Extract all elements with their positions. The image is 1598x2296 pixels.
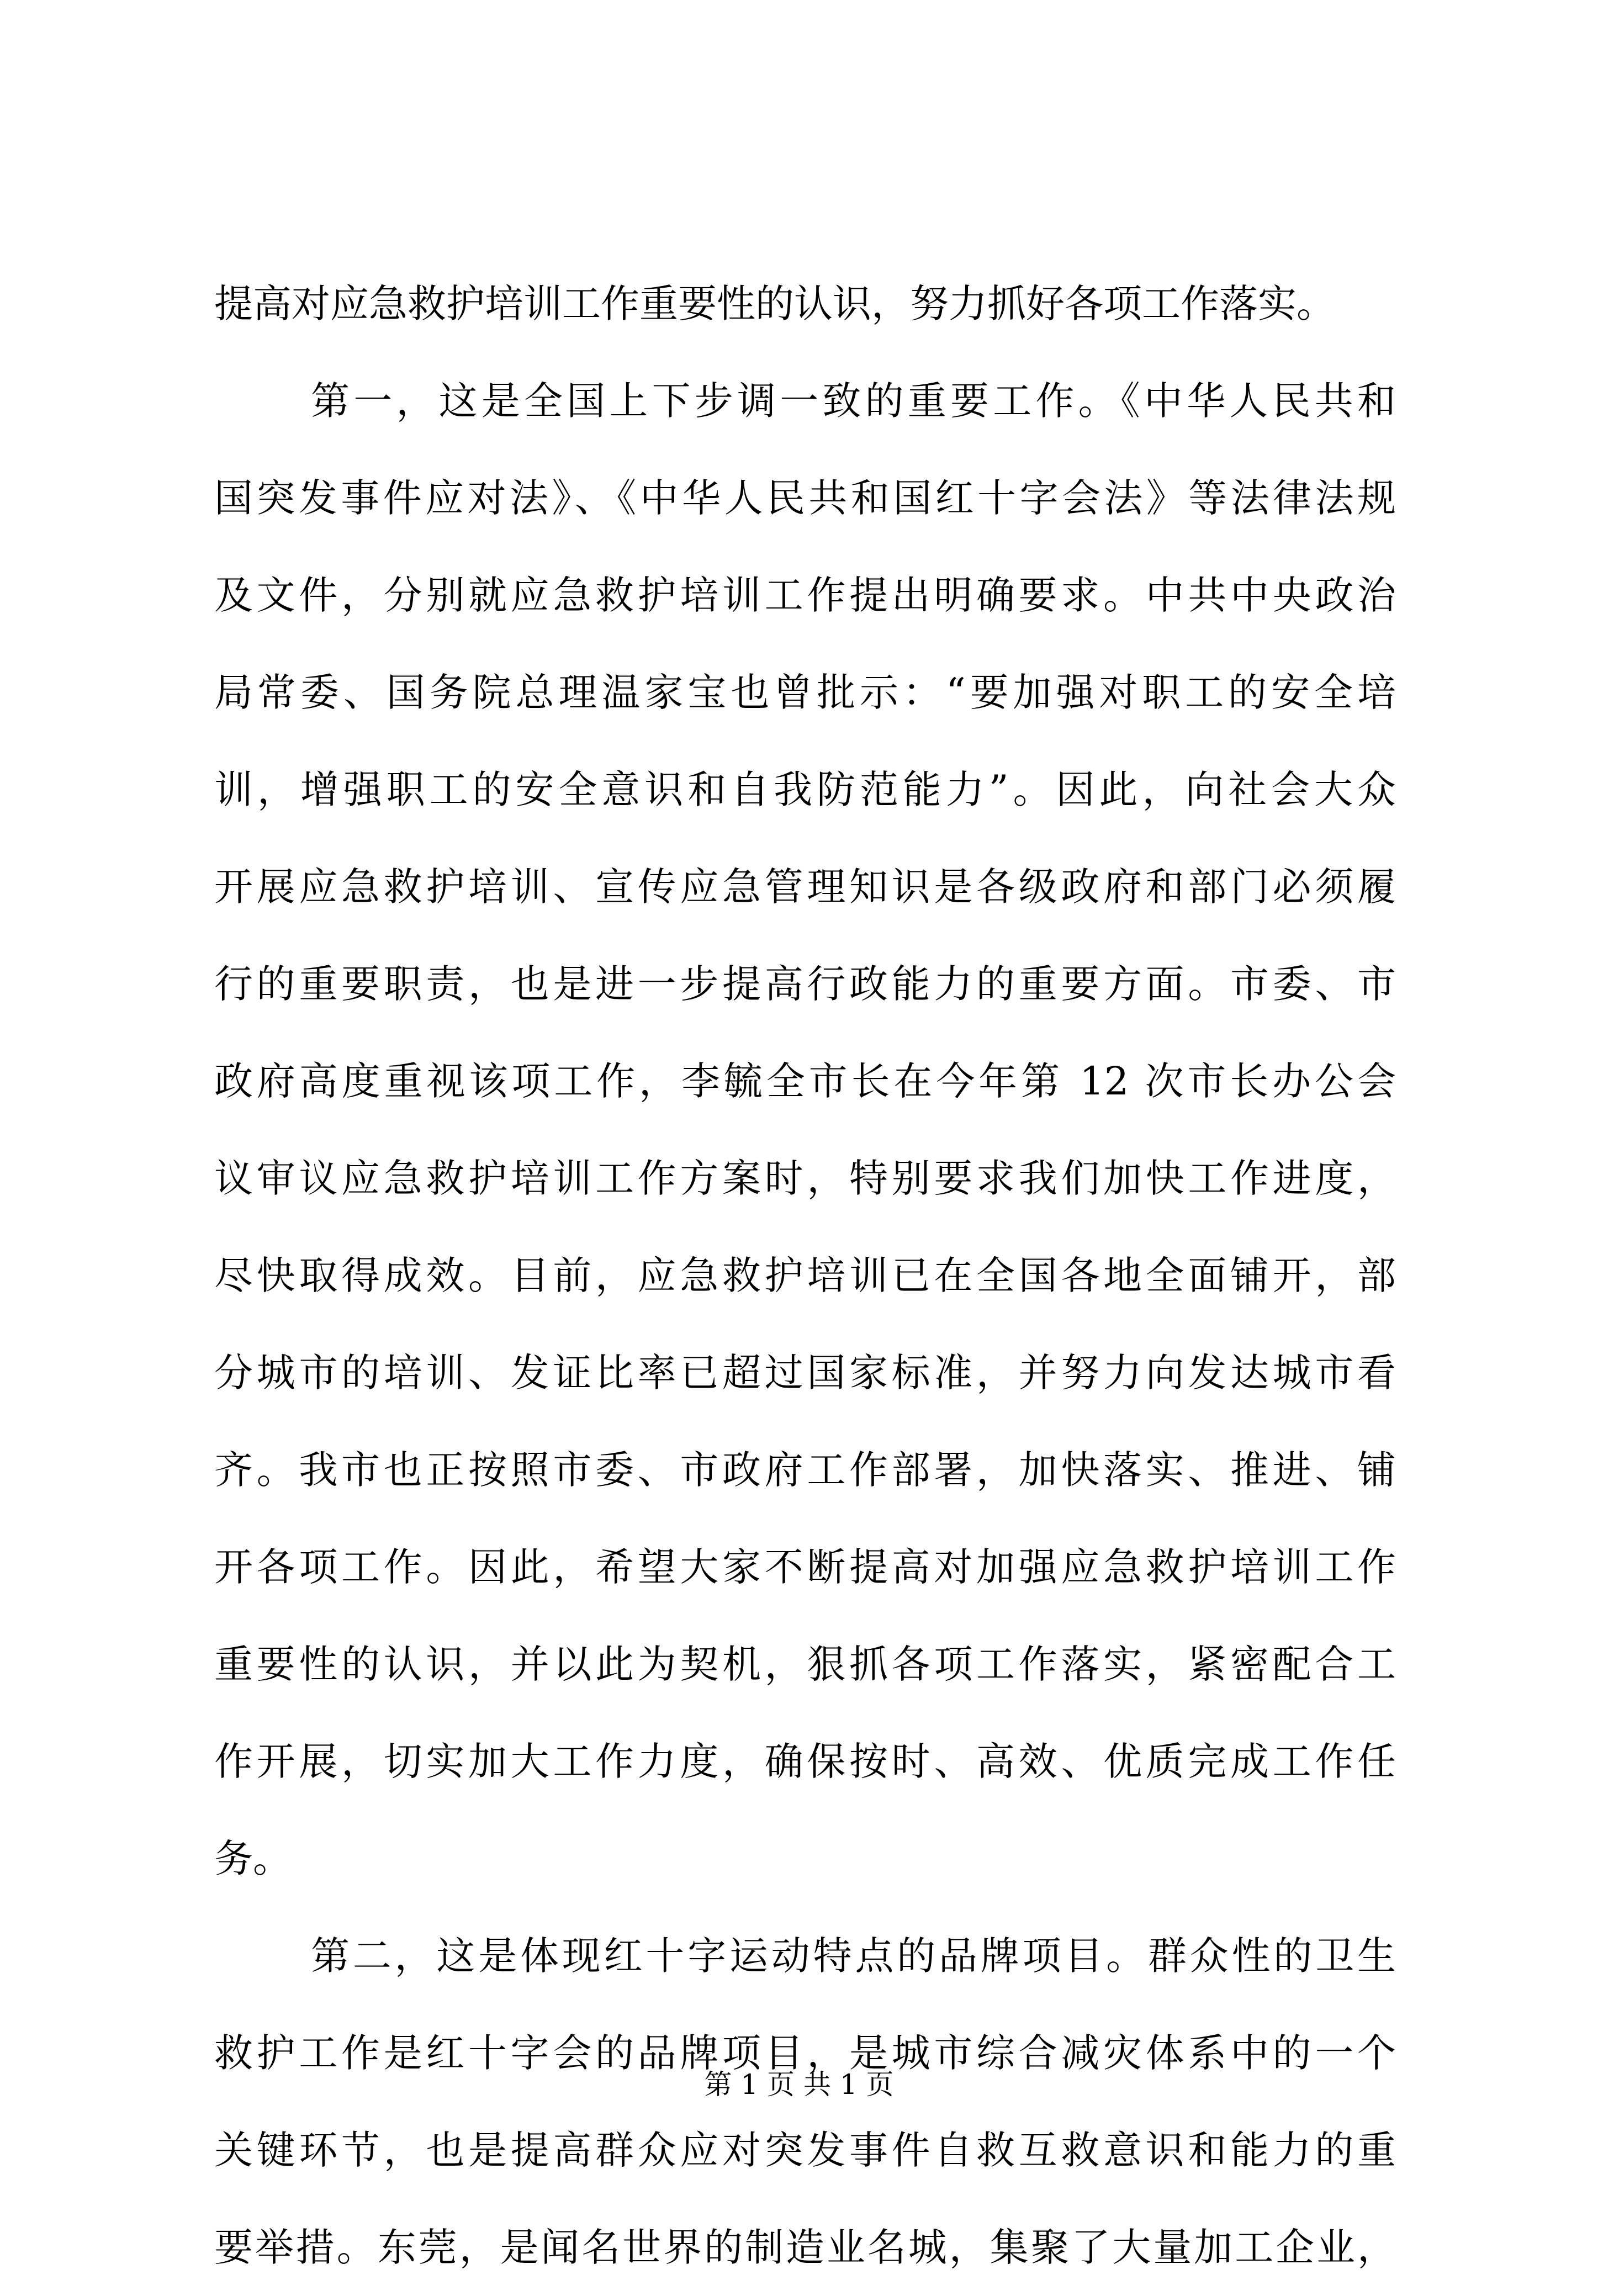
- text-line: 务。: [214, 1836, 292, 1881]
- text-line: 作开展，切实加大工作力度，确保按时、高效、优质完成工作任: [214, 1739, 1396, 1784]
- text-line: 救护工作是红十字会的品牌项目，是城市综合减灾体系中的一个: [214, 2030, 1396, 2076]
- text-line: 开展应急救护培训、宣传应急管理知识是各级政府和部门必须履: [214, 864, 1396, 909]
- text-line: 要举措。东莞，是闻名世界的制造业名城，集聚了大量加工企业，: [214, 2225, 1396, 2270]
- text-line: 重要性的认识，并以此为契机，狠抓各项工作落实，紧密配合工: [214, 1642, 1396, 1687]
- text-line: 关键环节，也是提高群众应对突发事件自救互救意识和能力的重: [214, 2128, 1396, 2173]
- text-line: 分城市的培训、发证比率已超过国家标准，并努力向发达城市看: [214, 1350, 1396, 1395]
- page-footer: 第 1 页 共 1 页: [704, 2068, 894, 2101]
- text-line: 尽快取得成效。目前，应急救护培训已在全国各地全面铺开，部: [214, 1253, 1396, 1298]
- text-line: 第二，这是体现红十字运动特点的品牌项目。群众性的卫生: [311, 1933, 1396, 1978]
- text-line: 局常委、国务院总理温家宝也曾批示：“要加强对职工的安全培: [214, 670, 1396, 715]
- body-text: [214, 255, 1396, 2296]
- text-line: 第一，这是全国上下步调一致的重要工作。《中华人民共和: [311, 378, 1396, 424]
- text-line: 提高对应急救护培训工作重要性的认识，努力抓好各项工作落实。: [214, 281, 1335, 326]
- text-line: 及文件，分别就应急救护培训工作提出明确要求。中共中央政治: [214, 573, 1396, 618]
- text-line: 训，增强职工的安全意识和自我防范能力”。因此，向社会大众: [214, 767, 1396, 812]
- text-line: 国突发事件应对法》、《中华人民共和国红十字会法》等法律法规: [214, 475, 1396, 521]
- text-line: 议审议应急救护培训工作方案时，特别要求我们加快工作进度，: [214, 1156, 1396, 1201]
- text-line: 齐。我市也正按照市委、市政府工作部署，加快落实、推进、铺: [214, 1447, 1396, 1493]
- text-line: 行的重要职责，也是进一步提高行政能力的重要方面。市委、市: [214, 961, 1396, 1007]
- text-line: 政府高度重视该项工作，李毓全市长在今年第 12 次市长办公会: [214, 1059, 1396, 1104]
- text-line: 开各项工作。因此，希望大家不断提高对加强应急救护培训工作: [214, 1544, 1396, 1590]
